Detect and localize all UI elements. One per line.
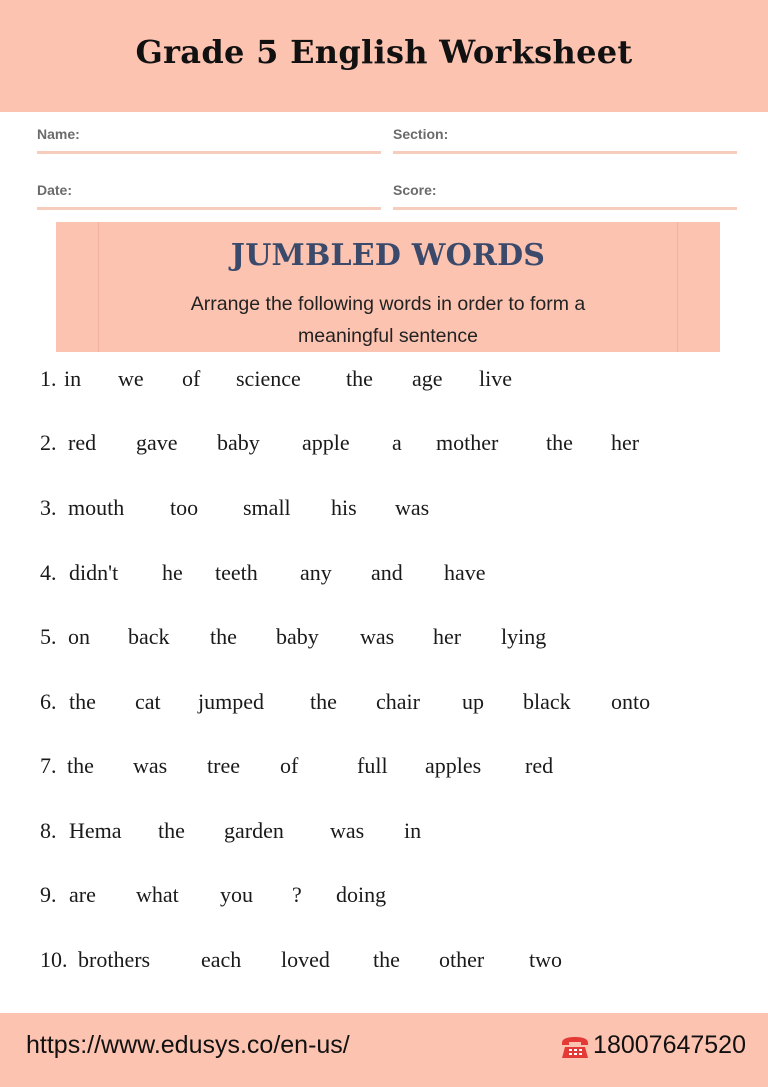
jumbled-word: gave <box>136 430 178 455</box>
question-row <box>0 366 768 396</box>
question-row <box>0 430 768 460</box>
question-number: 8. <box>40 818 57 843</box>
jumbled-word: too <box>170 495 199 520</box>
section-label: Section: <box>393 126 449 142</box>
jumbled-word: red <box>68 430 97 455</box>
jumbled-word: the <box>346 366 373 391</box>
instruction-text: Arrange the following words in order to form a meaningful sentence <box>190 293 586 347</box>
jumbled-word: tree <box>207 753 240 778</box>
section-field[interactable] <box>393 114 737 154</box>
jumbled-word: cat <box>135 689 161 714</box>
jumbled-word: baby <box>217 430 260 455</box>
jumbled-word: baby <box>276 624 319 649</box>
jumbled-word: loved <box>281 947 330 972</box>
jumbled-word: back <box>128 624 170 649</box>
instructions-banner <box>56 222 720 352</box>
jumbled-word: garden <box>224 818 284 843</box>
jumbled-word: her <box>611 430 640 455</box>
jumbled-word: black <box>523 689 571 714</box>
jumbled-word: in <box>64 366 82 391</box>
question-row <box>0 882 768 912</box>
question-row <box>0 689 768 719</box>
jumbled-word: Hema <box>69 818 122 843</box>
question-number: 3. <box>40 495 57 520</box>
jumbled-word: was <box>395 495 430 520</box>
website-url[interactable]: https://www.edusys.co/en-us/ <box>26 1031 350 1059</box>
jumbled-word: small <box>243 495 291 520</box>
jumbled-word: mouth <box>68 495 125 520</box>
jumbled-word: live <box>479 366 512 391</box>
date-field[interactable] <box>37 170 381 210</box>
jumbled-word: was <box>360 624 395 649</box>
date-label: Date: <box>37 182 73 198</box>
jumbled-word: mother <box>436 430 499 455</box>
jumbled-word: didn't <box>69 560 119 585</box>
jumbled-word: he <box>162 560 183 585</box>
jumbled-word: are <box>69 882 96 907</box>
question-number: 2. <box>40 430 57 455</box>
phone-number: 18007647520 <box>593 1031 746 1059</box>
jumbled-word: up <box>462 689 484 714</box>
jumbled-word: the <box>67 753 94 778</box>
jumbled-word: apples <box>425 753 482 778</box>
jumbled-word: science <box>236 366 301 391</box>
question-row <box>0 818 768 848</box>
jumbled-word: the <box>158 818 185 843</box>
jumbled-word: his <box>331 495 357 520</box>
page-title: Grade 5 English Worksheet <box>135 33 633 71</box>
jumbled-word: age <box>412 366 443 391</box>
score-field[interactable] <box>393 170 737 210</box>
jumbled-word: of <box>182 366 201 391</box>
name-label: Name: <box>37 126 80 142</box>
question-number: 6. <box>40 689 57 714</box>
jumbled-word: you <box>220 882 253 907</box>
jumbled-word: in <box>404 818 422 843</box>
jumbled-word: jumped <box>198 689 264 714</box>
question-row <box>0 753 768 783</box>
jumbled-word: apple <box>302 430 350 455</box>
question-row <box>0 624 768 654</box>
question-number: 4. <box>40 560 57 585</box>
jumbled-word: and <box>371 560 403 585</box>
telephone-icon <box>559 1034 591 1060</box>
jumbled-word: the <box>373 947 400 972</box>
jumbled-word: any <box>300 560 332 585</box>
question-row <box>0 947 768 977</box>
jumbled-word: of <box>280 753 299 778</box>
name-field[interactable] <box>37 114 381 154</box>
jumbled-word: on <box>68 624 90 649</box>
jumbled-word: the <box>546 430 573 455</box>
jumbled-word: was <box>330 818 365 843</box>
question-row <box>0 560 768 590</box>
jumbled-word: red <box>525 753 554 778</box>
jumbled-word: doing <box>336 882 387 907</box>
jumbled-word: brothers <box>78 947 151 972</box>
jumbled-word: other <box>439 947 485 972</box>
score-label: Score: <box>393 182 437 198</box>
jumbled-word: ? <box>292 882 302 907</box>
question-number: 7. <box>40 753 57 778</box>
jumbled-word: teeth <box>215 560 258 585</box>
jumbled-word: onto <box>611 689 651 714</box>
question-number: 9. <box>40 882 57 907</box>
question-number: 10. <box>40 947 68 972</box>
jumbled-word: lying <box>501 624 547 649</box>
header-bar <box>0 0 768 112</box>
footer-bar <box>0 1013 768 1087</box>
jumbled-word: the <box>210 624 237 649</box>
jumbled-word: the <box>69 689 96 714</box>
phone-contact[interactable] <box>559 1031 746 1060</box>
jumbled-word: each <box>201 947 242 972</box>
question-number: 5. <box>40 624 57 649</box>
jumbled-word: we <box>118 366 144 391</box>
jumbled-word: have <box>444 560 486 585</box>
jumbled-word: what <box>136 882 179 907</box>
jumbled-word: was <box>133 753 168 778</box>
jumbled-word: a <box>392 430 402 455</box>
jumbled-word: full <box>357 753 388 778</box>
jumbled-word: the <box>310 689 337 714</box>
jumbled-word: her <box>433 624 462 649</box>
section-heading: JUMBLED WORDS <box>230 238 546 273</box>
jumbled-word: chair <box>376 689 420 714</box>
jumbled-word: two <box>529 947 562 972</box>
question-number: 1. <box>40 366 57 391</box>
question-row <box>0 495 768 525</box>
